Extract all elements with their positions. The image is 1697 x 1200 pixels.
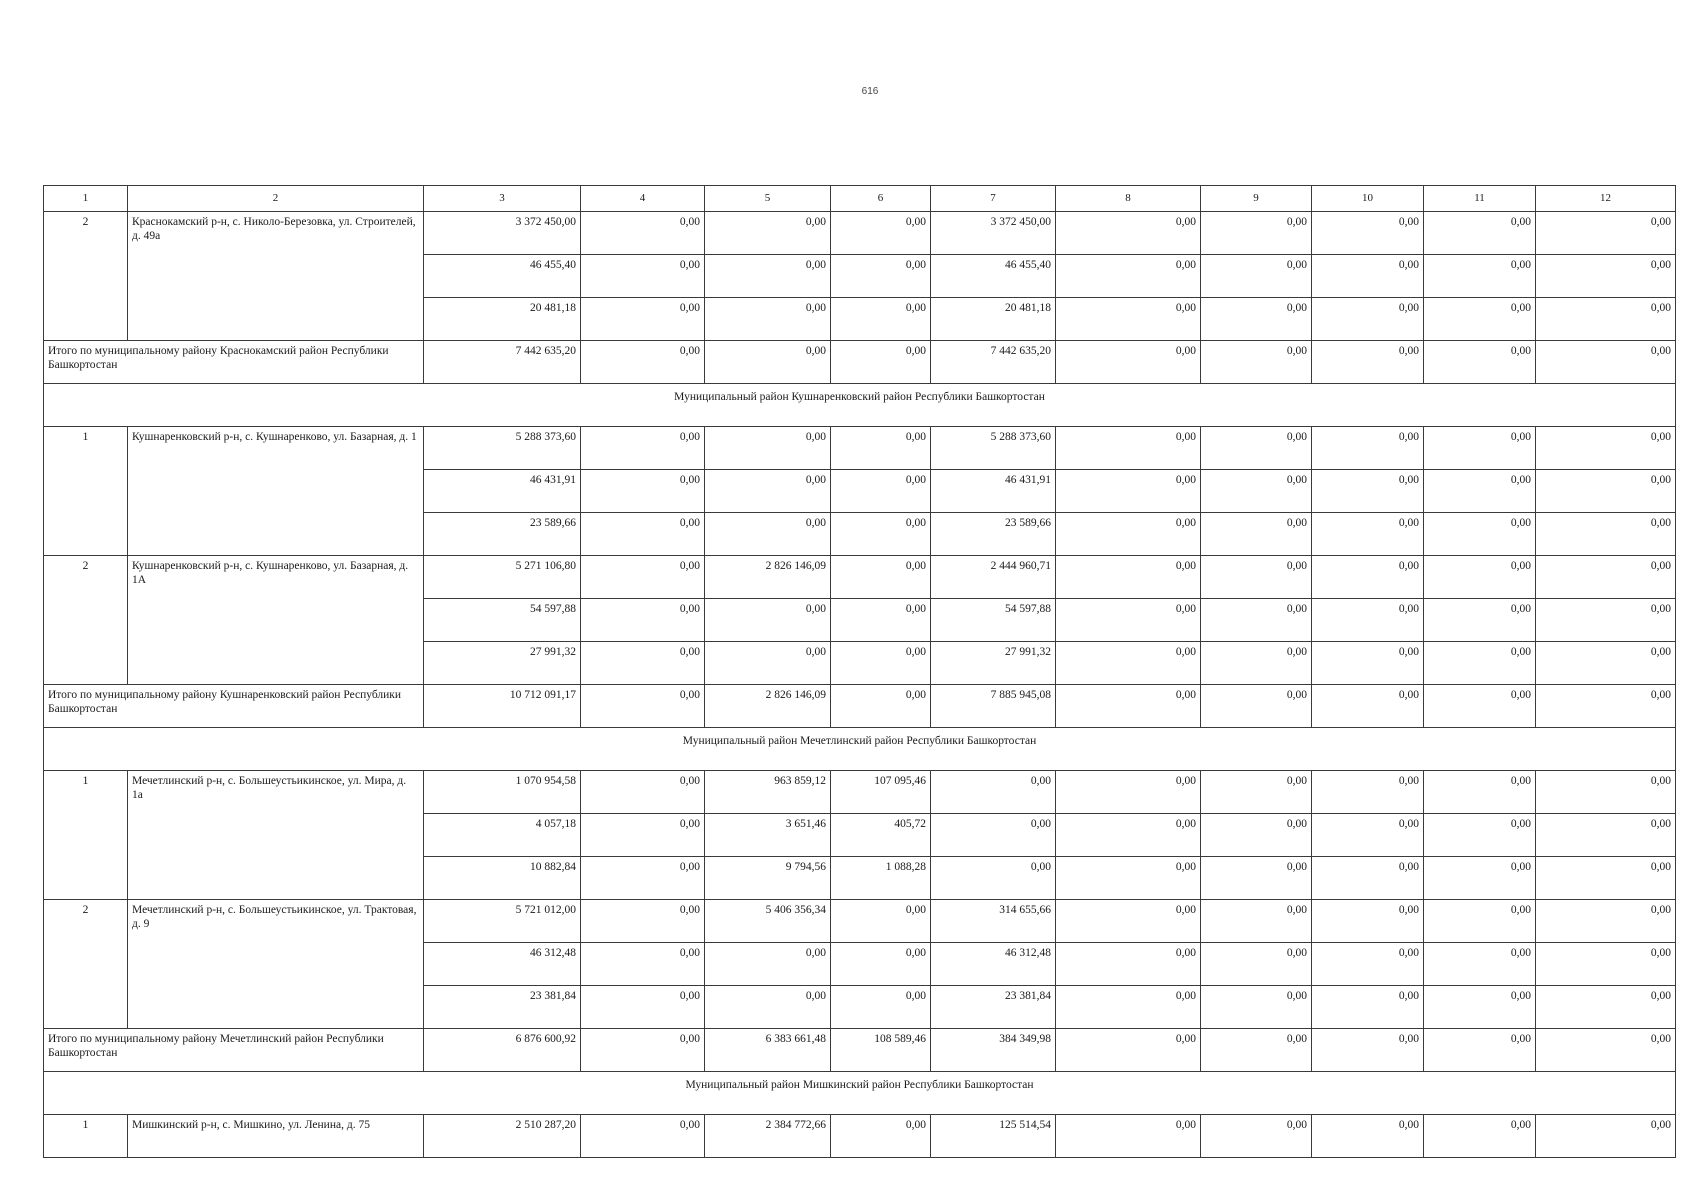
value-cell: 0,00	[1536, 943, 1676, 986]
value-cell: 0,00	[831, 298, 931, 341]
value-cell: 0,00	[1536, 341, 1676, 384]
value-cell: 0,00	[1312, 1029, 1424, 1072]
value-cell: 7 442 635,20	[931, 341, 1056, 384]
value-cell: 0,00	[705, 943, 831, 986]
value-cell: 1 088,28	[831, 857, 931, 900]
value-cell: 5 288 373,60	[424, 427, 581, 470]
value-cell: 0,00	[1536, 642, 1676, 685]
value-cell: 0,00	[1312, 685, 1424, 728]
value-cell: 0,00	[581, 685, 705, 728]
value-cell: 0,00	[581, 427, 705, 470]
value-cell: 0,00	[705, 513, 831, 556]
value-cell: 20 481,18	[424, 298, 581, 341]
row-index: 1	[44, 427, 128, 556]
value-cell: 0,00	[1312, 255, 1424, 298]
value-cell: 0,00	[1536, 599, 1676, 642]
value-cell: 0,00	[1312, 814, 1424, 857]
column-number-cell: 12	[1536, 186, 1676, 212]
value-cell: 0,00	[831, 900, 931, 943]
row-index: 1	[44, 1115, 128, 1158]
address-cell: Мечетлинский р-н, с. Большеустьикинское, ул. Мира, д. 1а	[128, 771, 424, 900]
value-cell: 5 288 373,60	[931, 427, 1056, 470]
section-row	[44, 384, 1676, 427]
value-cell: 54 597,88	[424, 599, 581, 642]
value-cell: 107 095,46	[831, 771, 931, 814]
value-cell: 0,00	[1536, 513, 1676, 556]
value-cell: 0,00	[705, 470, 831, 513]
value-cell: 0,00	[1201, 900, 1312, 943]
total-row	[44, 685, 1676, 728]
value-cell: 0,00	[1056, 986, 1201, 1029]
column-number-cell: 5	[705, 186, 831, 212]
value-cell: 0,00	[1201, 556, 1312, 599]
value-cell: 0,00	[1536, 298, 1676, 341]
value-cell: 0,00	[1201, 255, 1312, 298]
value-cell: 384 349,98	[931, 1029, 1056, 1072]
value-cell: 5 721 012,00	[424, 900, 581, 943]
data-table	[43, 185, 1676, 1158]
column-number-row	[44, 186, 1676, 212]
value-cell: 0,00	[1424, 255, 1536, 298]
value-cell: 0,00	[831, 943, 931, 986]
total-label: Итого по муниципальному району Мечетлинский район Республики Башкортостан	[44, 1029, 424, 1072]
value-cell: 27 991,32	[931, 642, 1056, 685]
value-cell: 0,00	[1056, 470, 1201, 513]
value-cell: 23 381,84	[931, 986, 1056, 1029]
value-cell: 0,00	[1424, 556, 1536, 599]
value-cell: 0,00	[581, 1029, 705, 1072]
value-cell: 0,00	[1536, 427, 1676, 470]
value-cell: 0,00	[1424, 771, 1536, 814]
value-cell: 0,00	[1056, 298, 1201, 341]
address-cell: Мишкинский р-н, с. Мишкино, ул. Ленина, д. 75	[128, 1115, 424, 1158]
value-cell: 0,00	[1312, 427, 1424, 470]
value-cell: 0,00	[1312, 900, 1424, 943]
value-cell: 0,00	[705, 212, 831, 255]
value-cell: 46 431,91	[931, 470, 1056, 513]
value-cell: 20 481,18	[931, 298, 1056, 341]
value-cell: 0,00	[831, 599, 931, 642]
value-cell: 0,00	[1424, 212, 1536, 255]
value-cell: 0,00	[1056, 556, 1201, 599]
value-cell: 0,00	[581, 470, 705, 513]
value-cell: 314 655,66	[931, 900, 1056, 943]
value-cell: 0,00	[1201, 771, 1312, 814]
value-cell: 0,00	[581, 513, 705, 556]
value-cell: 46 312,48	[424, 943, 581, 986]
value-cell: 0,00	[831, 1115, 931, 1158]
value-cell: 5 271 106,80	[424, 556, 581, 599]
value-cell: 0,00	[831, 986, 931, 1029]
value-cell: 405,72	[831, 814, 931, 857]
value-cell: 3 372 450,00	[424, 212, 581, 255]
value-cell: 3 372 450,00	[931, 212, 1056, 255]
section-row	[44, 728, 1676, 771]
value-cell: 23 381,84	[424, 986, 581, 1029]
value-cell: 963 859,12	[705, 771, 831, 814]
page-number: 616	[861, 86, 879, 97]
section-title: Муниципальный район Мечетлинский район Республики Башкортостан	[44, 728, 1676, 771]
value-cell: 46 455,40	[931, 255, 1056, 298]
value-cell: 0,00	[831, 556, 931, 599]
value-cell: 6 876 600,92	[424, 1029, 581, 1072]
value-cell: 0,00	[1056, 1029, 1201, 1072]
table-body	[44, 186, 1676, 1158]
section-title: Муниципальный район Кушнаренковский район Республики Башкортостан	[44, 384, 1676, 427]
value-cell: 0,00	[581, 341, 705, 384]
address-cell: Краснокамский р-н, с. Николо-Березовка, ул. Строителей, д. 49а	[128, 212, 424, 341]
value-cell: 0,00	[1536, 556, 1676, 599]
value-cell: 0,00	[1056, 599, 1201, 642]
total-label: Итого по муниципальному району Кушнаренковский район Республики Башкортостан	[44, 685, 424, 728]
value-cell: 0,00	[1424, 341, 1536, 384]
value-cell: 3 651,46	[705, 814, 831, 857]
value-cell: 0,00	[581, 771, 705, 814]
value-cell: 0,00	[1056, 900, 1201, 943]
value-cell: 0,00	[831, 642, 931, 685]
value-cell: 0,00	[831, 255, 931, 298]
value-cell: 0,00	[1424, 1115, 1536, 1158]
total-label: Итого по муниципальному району Краснокамский район Республики Башкортостан	[44, 341, 424, 384]
value-cell: 0,00	[1056, 427, 1201, 470]
value-cell: 0,00	[831, 470, 931, 513]
address-cell: Кушнаренковский р-н, с. Кушнаренково, ул. Базарная, д. 1	[128, 427, 424, 556]
value-cell: 0,00	[705, 599, 831, 642]
value-cell: 0,00	[1312, 298, 1424, 341]
table-row	[44, 212, 1676, 255]
column-number-cell: 7	[931, 186, 1056, 212]
value-cell: 0,00	[1424, 857, 1536, 900]
value-cell: 7 442 635,20	[424, 341, 581, 384]
value-cell: 2 826 146,09	[705, 685, 831, 728]
value-cell: 0,00	[1201, 513, 1312, 556]
value-cell: 0,00	[1056, 255, 1201, 298]
value-cell: 0,00	[1424, 814, 1536, 857]
value-cell: 0,00	[1312, 986, 1424, 1029]
value-cell: 23 589,66	[931, 513, 1056, 556]
value-cell: 0,00	[1424, 642, 1536, 685]
value-cell: 46 455,40	[424, 255, 581, 298]
value-cell: 0,00	[1536, 1115, 1676, 1158]
value-cell: 0,00	[1201, 642, 1312, 685]
total-row	[44, 1029, 1676, 1072]
value-cell: 0,00	[1056, 212, 1201, 255]
value-cell: 0,00	[1056, 341, 1201, 384]
value-cell: 0,00	[581, 255, 705, 298]
value-cell: 0,00	[1536, 255, 1676, 298]
section-row	[44, 1072, 1676, 1115]
column-number-cell: 1	[44, 186, 128, 212]
column-number-cell: 6	[831, 186, 931, 212]
value-cell: 0,00	[581, 814, 705, 857]
value-cell: 0,00	[1201, 857, 1312, 900]
value-cell: 54 597,88	[931, 599, 1056, 642]
total-row	[44, 341, 1676, 384]
value-cell: 9 794,56	[705, 857, 831, 900]
value-cell: 0,00	[581, 599, 705, 642]
address-cell: Мечетлинский р-н, с. Большеустьикинское, ул. Трактовая, д. 9	[128, 900, 424, 1029]
value-cell: 5 406 356,34	[705, 900, 831, 943]
value-cell: 0,00	[831, 341, 931, 384]
column-number-cell: 8	[1056, 186, 1201, 212]
value-cell: 0,00	[831, 513, 931, 556]
section-title: Муниципальный район Мишкинский район Республики Башкортостан	[44, 1072, 1676, 1115]
column-number-cell: 4	[581, 186, 705, 212]
value-cell: 0,00	[1201, 212, 1312, 255]
value-cell: 0,00	[1056, 943, 1201, 986]
value-cell: 0,00	[1056, 685, 1201, 728]
value-cell: 0,00	[1056, 642, 1201, 685]
value-cell: 0,00	[1312, 470, 1424, 513]
value-cell: 0,00	[1056, 1115, 1201, 1158]
value-cell: 0,00	[931, 771, 1056, 814]
value-cell: 0,00	[705, 427, 831, 470]
value-cell: 0,00	[1424, 986, 1536, 1029]
value-cell: 46 312,48	[931, 943, 1056, 986]
value-cell: 0,00	[1201, 341, 1312, 384]
column-number-cell: 10	[1312, 186, 1424, 212]
value-cell: 0,00	[581, 857, 705, 900]
row-index: 1	[44, 771, 128, 900]
value-cell: 0,00	[705, 255, 831, 298]
value-cell: 0,00	[1536, 685, 1676, 728]
value-cell: 0,00	[1424, 427, 1536, 470]
value-cell: 0,00	[831, 427, 931, 470]
value-cell: 0,00	[1056, 857, 1201, 900]
value-cell: 0,00	[1312, 642, 1424, 685]
value-cell: 0,00	[1536, 470, 1676, 513]
value-cell: 0,00	[1312, 599, 1424, 642]
value-cell: 0,00	[1536, 771, 1676, 814]
value-cell: 0,00	[1201, 1115, 1312, 1158]
value-cell: 0,00	[1312, 556, 1424, 599]
value-cell: 0,00	[1056, 814, 1201, 857]
value-cell: 0,00	[931, 857, 1056, 900]
value-cell: 46 431,91	[424, 470, 581, 513]
value-cell: 0,00	[581, 298, 705, 341]
value-cell: 0,00	[1201, 943, 1312, 986]
column-number-cell: 11	[1424, 186, 1536, 212]
value-cell: 108 589,46	[831, 1029, 931, 1072]
value-cell: 0,00	[1201, 470, 1312, 513]
value-cell: 0,00	[1312, 1115, 1424, 1158]
table-row	[44, 1115, 1676, 1158]
value-cell: 125 514,54	[931, 1115, 1056, 1158]
value-cell: 0,00	[1312, 513, 1424, 556]
value-cell: 0,00	[1201, 427, 1312, 470]
value-cell: 4 057,18	[424, 814, 581, 857]
table-row	[44, 900, 1676, 943]
row-index: 2	[44, 212, 128, 341]
value-cell: 0,00	[1536, 900, 1676, 943]
value-cell: 0,00	[1424, 599, 1536, 642]
column-number-cell: 3	[424, 186, 581, 212]
value-cell: 0,00	[1424, 943, 1536, 986]
value-cell: 0,00	[831, 685, 931, 728]
value-cell: 0,00	[705, 298, 831, 341]
value-cell: 0,00	[705, 642, 831, 685]
value-cell: 0,00	[1312, 771, 1424, 814]
value-cell: 10 712 091,17	[424, 685, 581, 728]
value-cell: 0,00	[1424, 470, 1536, 513]
value-cell: 0,00	[581, 642, 705, 685]
value-cell: 0,00	[1536, 1029, 1676, 1072]
value-cell: 0,00	[1536, 814, 1676, 857]
value-cell: 2 384 772,66	[705, 1115, 831, 1158]
row-index: 2	[44, 900, 128, 1029]
table-row	[44, 556, 1676, 599]
value-cell: 0,00	[1312, 943, 1424, 986]
value-cell: 0,00	[581, 1115, 705, 1158]
value-cell: 0,00	[1312, 212, 1424, 255]
value-cell: 0,00	[1056, 771, 1201, 814]
value-cell: 0,00	[1201, 685, 1312, 728]
value-cell: 0,00	[1201, 599, 1312, 642]
value-cell: 0,00	[1424, 685, 1536, 728]
table-row	[44, 427, 1676, 470]
value-cell: 6 383 661,48	[705, 1029, 831, 1072]
value-cell: 27 991,32	[424, 642, 581, 685]
value-cell: 2 444 960,71	[931, 556, 1056, 599]
value-cell: 0,00	[1536, 212, 1676, 255]
value-cell: 0,00	[581, 943, 705, 986]
value-cell: 0,00	[1056, 513, 1201, 556]
value-cell: 0,00	[831, 212, 931, 255]
value-cell: 0,00	[705, 986, 831, 1029]
value-cell: 0,00	[1536, 986, 1676, 1029]
value-cell: 0,00	[1201, 986, 1312, 1029]
value-cell: 0,00	[1312, 857, 1424, 900]
value-cell: 0,00	[581, 212, 705, 255]
value-cell: 0,00	[1536, 857, 1676, 900]
value-cell: 10 882,84	[424, 857, 581, 900]
value-cell: 0,00	[581, 900, 705, 943]
value-cell: 7 885 945,08	[931, 685, 1056, 728]
value-cell: 0,00	[581, 986, 705, 1029]
address-cell: Кушнаренковский р-н, с. Кушнаренково, ул. Базарная, д. 1А	[128, 556, 424, 685]
row-index: 2	[44, 556, 128, 685]
value-cell: 0,00	[1424, 513, 1536, 556]
value-cell: 2 510 287,20	[424, 1115, 581, 1158]
value-cell: 0,00	[581, 556, 705, 599]
column-number-cell: 9	[1201, 186, 1312, 212]
table-row	[44, 771, 1676, 814]
value-cell: 1 070 954,58	[424, 771, 581, 814]
value-cell: 0,00	[1424, 1029, 1536, 1072]
value-cell: 2 826 146,09	[705, 556, 831, 599]
value-cell: 0,00	[931, 814, 1056, 857]
column-number-cell: 2	[128, 186, 424, 212]
value-cell: 0,00	[1424, 298, 1536, 341]
value-cell: 0,00	[1201, 814, 1312, 857]
value-cell: 0,00	[1201, 298, 1312, 341]
value-cell: 0,00	[1312, 341, 1424, 384]
value-cell: 0,00	[1424, 900, 1536, 943]
value-cell: 0,00	[705, 341, 831, 384]
value-cell: 23 589,66	[424, 513, 581, 556]
value-cell: 0,00	[1201, 1029, 1312, 1072]
